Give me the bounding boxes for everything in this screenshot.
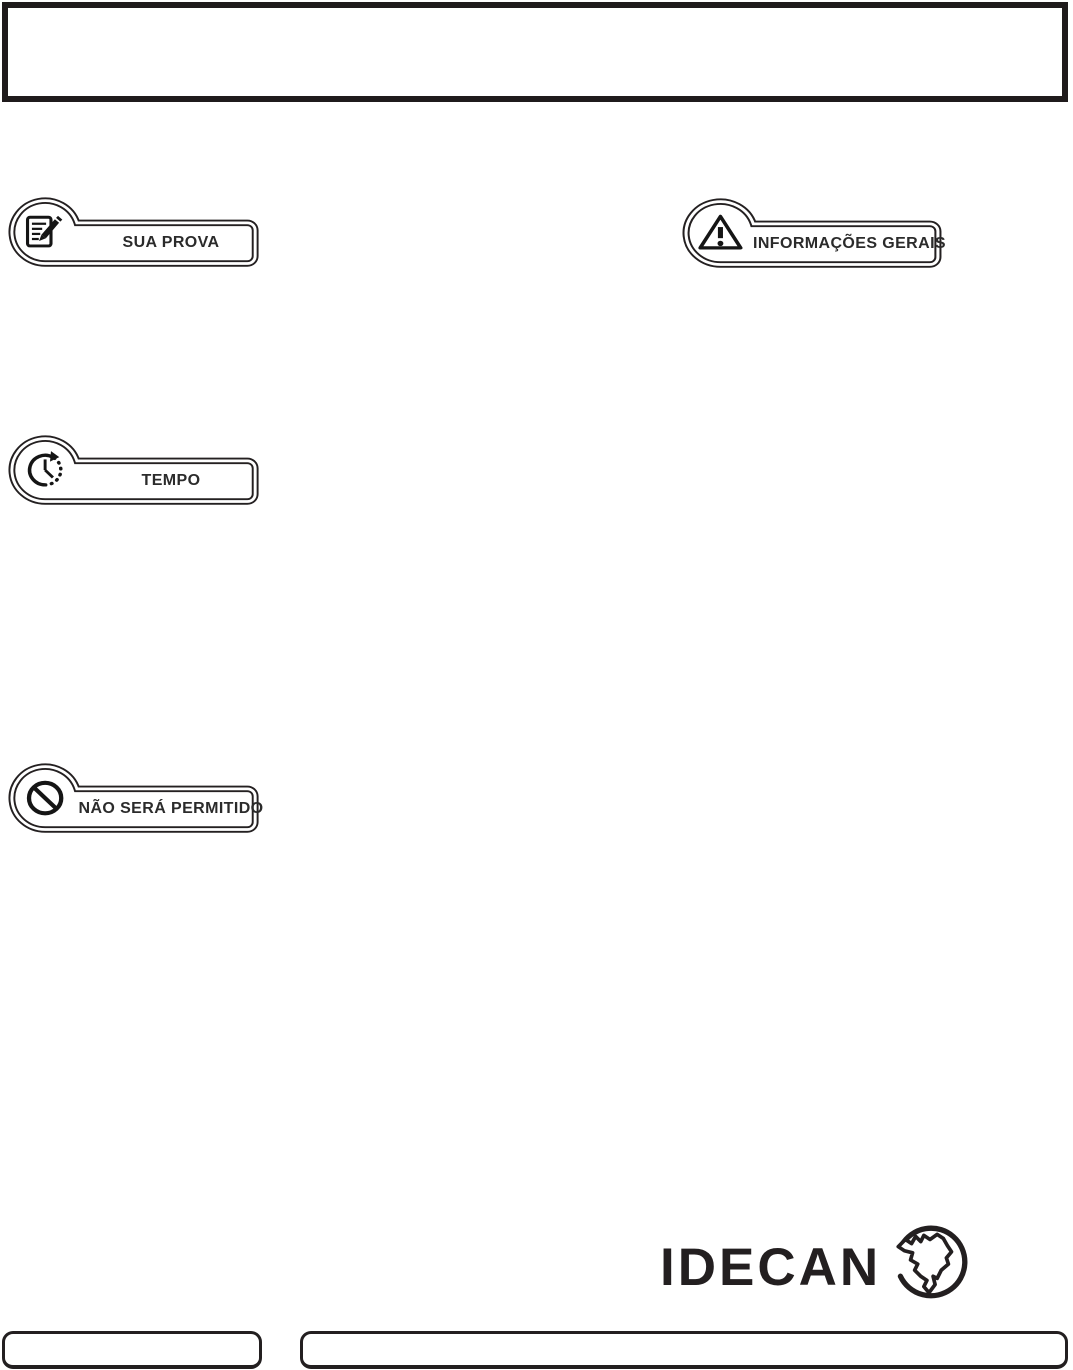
footer-box-left bbox=[2, 1331, 262, 1369]
badge-label: SUA PROVA bbox=[122, 234, 220, 251]
badge-label: TEMPO bbox=[141, 472, 201, 489]
badge-sua-prova bbox=[8, 196, 262, 270]
header-title-box bbox=[2, 2, 1068, 102]
idecan-logo-text: IDECAN bbox=[660, 1238, 882, 1297]
footer-box-right bbox=[300, 1331, 1068, 1369]
brazil-globe-icon bbox=[890, 1219, 970, 1305]
idecan-logo bbox=[660, 1215, 972, 1315]
badge-label: INFORMAÇÕES GERAIS bbox=[753, 235, 946, 252]
badge-nao-sera-permitido bbox=[8, 762, 262, 836]
badge-label: NÃO SERÁ PERMITIDO bbox=[78, 800, 264, 817]
badge-informacoes-gerais bbox=[682, 197, 945, 271]
badge-tempo bbox=[8, 434, 262, 508]
